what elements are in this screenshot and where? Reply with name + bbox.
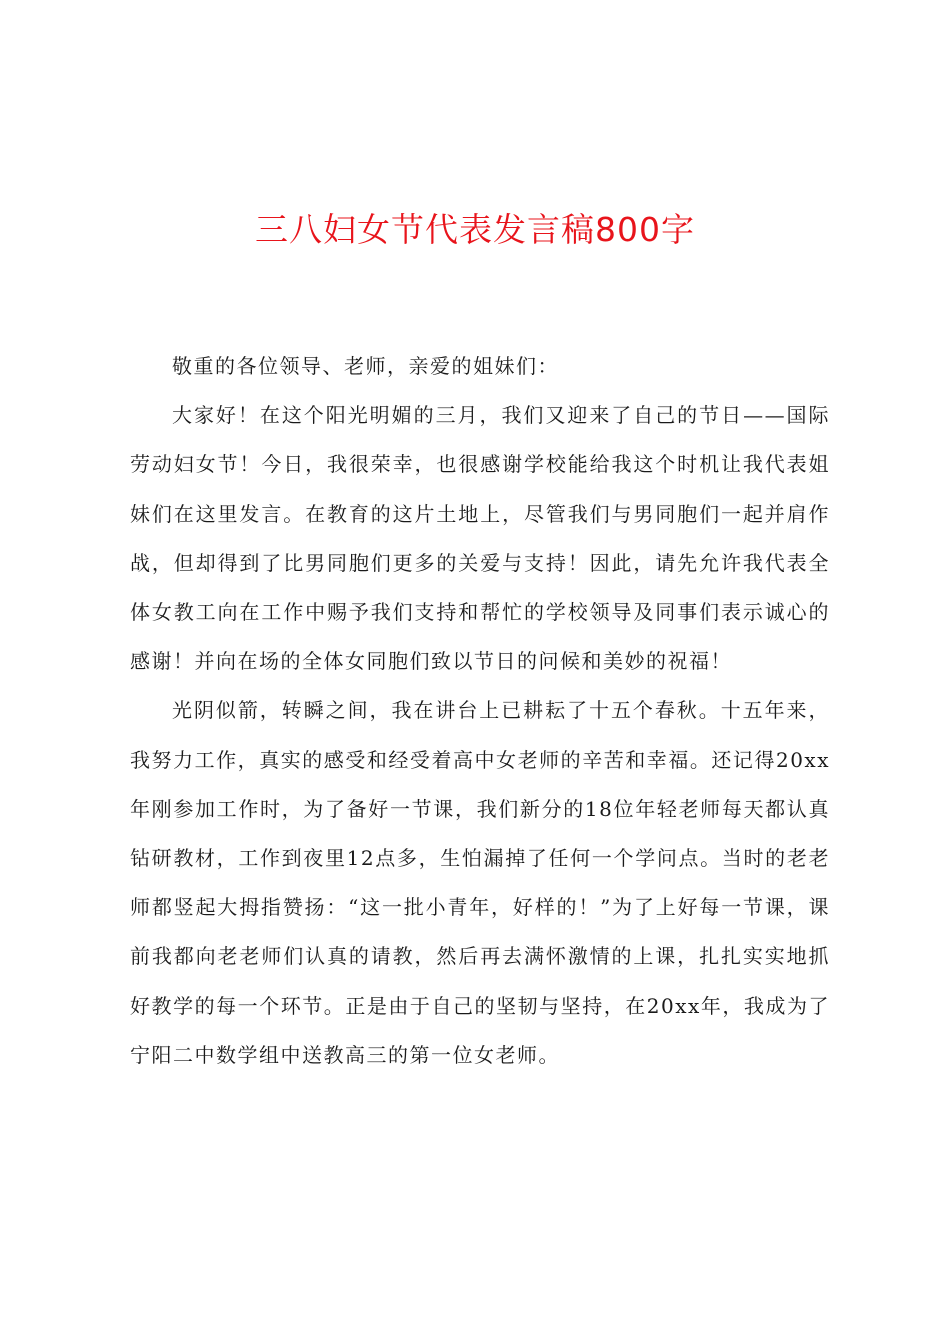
document-title: 三八妇女节代表发言稿800字 <box>255 210 695 249</box>
body-paragraph: 光阴似箭，转瞬之间，我在讲台上已耕耘了十五个春秋。十五年来，我努力工作，真实的感受和经受着高中女老师的辛苦和幸福。还记得20xx年刚参加工作时，为了备好一节课，我们新分的18位年轻老师每天都认真钻研教材，工作到夜里12点多，生怕漏掉了任何一个学问点。当时的老老师都竖起大拇指赞扬：“这一批小青年，好样的！”为了上好每一节课，课前我都向老老师们认真的请教，然后再去满怀激情的上课，扎扎实实地抓好教学的每一个环节。正是由于自己的坚韧与坚持，在20xx年，我成为了宁阳二中数学组中送教高三的第一位女老师。 <box>130 698 830 1067</box>
document-body <box>130 342 830 1080</box>
salutation-paragraph: 敬重的各位领导、老师，亲爱的姐妹们： <box>172 354 559 378</box>
body-paragraph: 大家好！在这个阳光明媚的三月，我们又迎来了自己的节日——国际劳动妇女节！今日，我很荣幸，也很感谢学校能给我这个时机让我代表姐妹们在这里发言。在教育的这片土地上，尽管我们与男同胞们一起并肩作战，但却得到了比男同胞们更多的关爱与支持！因此，请先允许我代表全体女教工向在工作中赐予我们支持和帮忙的学校领导及同事们表示诚心的感谢！并向在场的全体女同胞们致以节日的问候和美妙的祝福！ <box>130 403 830 674</box>
